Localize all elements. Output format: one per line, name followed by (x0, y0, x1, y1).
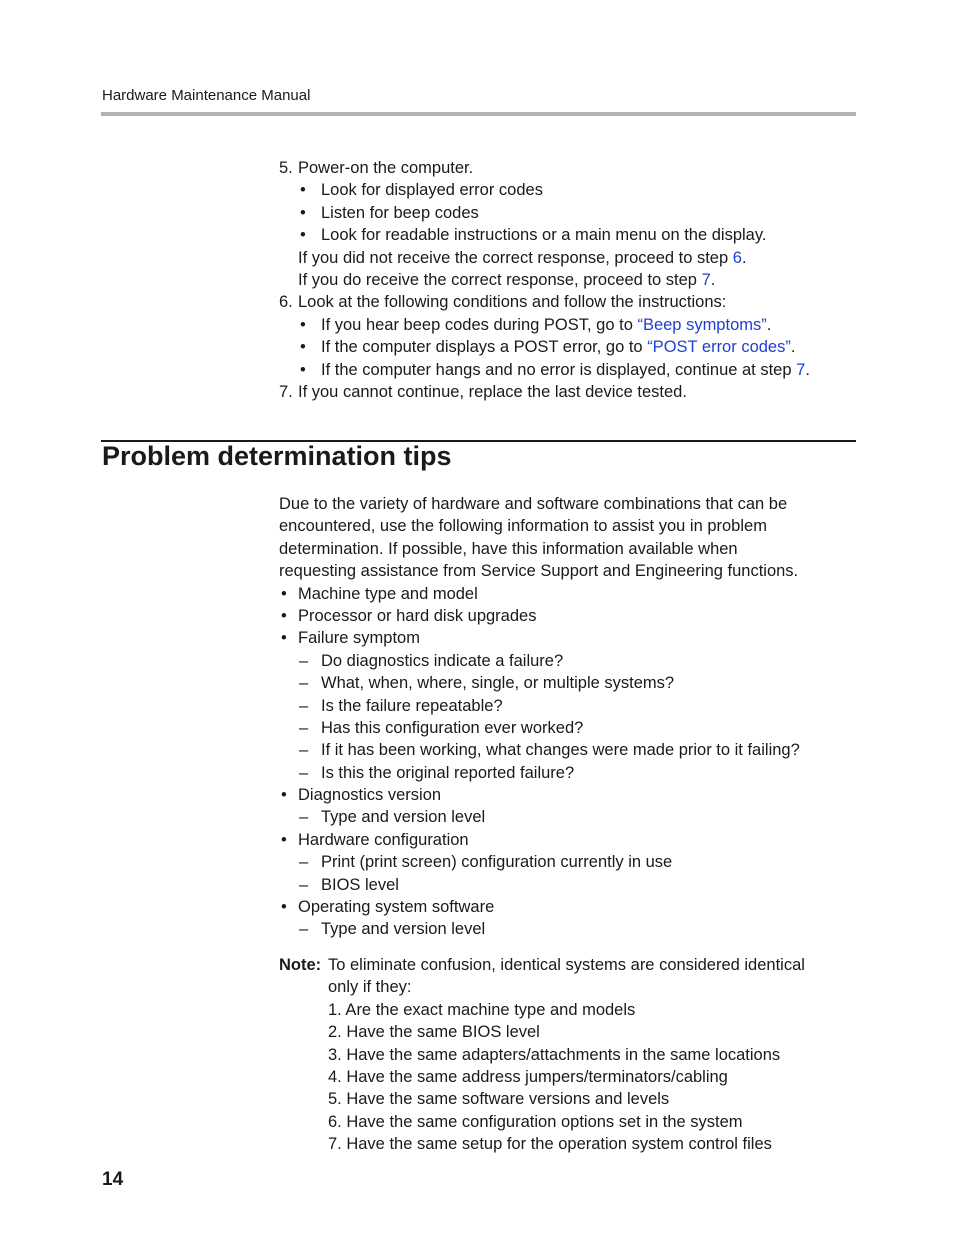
note-line: only if they: (328, 978, 412, 997)
sub-list-item: – Type and version level (279, 918, 854, 940)
bullet-icon: • (300, 338, 306, 357)
dash-icon: – (299, 763, 309, 782)
bullet-icon: • (281, 786, 287, 805)
list-item: • Operating system software (279, 896, 854, 918)
note-block (279, 954, 854, 1156)
dash-icon: – (299, 808, 309, 827)
bullet-icon: • (281, 898, 287, 917)
note-list-item: 3. Have the same adapters/attachments in the same locations (328, 1045, 781, 1064)
step-7-link[interactable]: 7 (796, 360, 806, 379)
step-7-link[interactable]: 7 (701, 270, 711, 289)
note-line: Note: To eliminate confusion, identical systems are considered identical (279, 954, 854, 976)
sub-list-item: – Is the failure repeatable? (279, 695, 854, 717)
dash-icon: – (299, 651, 309, 670)
dash-icon: – (299, 853, 309, 872)
sub-list-item: – If it has been working, what changes were made prior to it failing? (279, 739, 854, 761)
dash-icon: – (299, 741, 309, 760)
note-list-item: 1. Are the exact machine type and models (328, 1000, 636, 1019)
running-header: Hardware Maintenance Manual (102, 87, 311, 104)
sub-list-item: – Is this the original reported failure? (279, 762, 854, 784)
note-label: Note: (279, 956, 322, 974)
bullet-icon: • (281, 629, 287, 648)
procedure-steps (279, 157, 854, 403)
dash-icon: – (299, 696, 309, 715)
list-item: • Machine type and model (279, 583, 854, 605)
bullet-icon: • (300, 360, 306, 379)
note-list-item: 5. Have the same software versions and levels (328, 1090, 670, 1109)
header-rule (101, 112, 856, 116)
post-error-codes-link[interactable]: “POST error codes” (647, 338, 791, 357)
sub-list-item: – Do diagnostics indicate a failure? (279, 650, 854, 672)
note-list-item: 2. Have the same BIOS level (328, 1023, 540, 1042)
sub-list-item: – Has this configuration ever worked? (279, 717, 854, 739)
note-list-item: 4. Have the same address jumpers/terminators/cabling (328, 1067, 728, 1086)
step-6: 6. Look at the following conditions and follow the instructions: (279, 293, 727, 312)
sub-list-item: – Type and version level (279, 806, 854, 828)
bullet-icon: • (281, 584, 287, 603)
bullet-icon: • (281, 830, 287, 849)
section-title: Problem determination tips (102, 441, 452, 471)
bullet-icon: • (300, 226, 306, 245)
bullet-icon: • (300, 203, 306, 222)
step-5: 5. Power-on the computer. (279, 159, 474, 177)
step-5-no-response: If you did not receive the correct response, proceed to step 6. (298, 248, 747, 267)
list-item: • If the computer hangs and no error is displayed, continue at step 7. (279, 359, 854, 381)
bullet-icon: • (281, 606, 287, 625)
sub-list-item: – What, when, where, single, or multiple systems? (279, 672, 854, 694)
dash-icon: – (299, 674, 309, 693)
note-list-item: 6. Have the same configuration options set in the system (328, 1112, 743, 1131)
dash-icon: – (299, 718, 309, 737)
step-6-link[interactable]: 6 (732, 248, 742, 267)
sub-list-item: – BIOS level (279, 874, 854, 896)
dash-icon: – (299, 920, 309, 939)
intro-line: encountered, use the following information to assist you in problem (279, 517, 767, 536)
intro-line: requesting assistance from Service Support and Engineering functions. (279, 562, 799, 581)
list-item: • Failure symptom (279, 627, 854, 649)
list-item: • Listen for beep codes (279, 202, 854, 224)
page-number: 14 (102, 1169, 124, 1190)
list-item: • Diagnostics version (279, 784, 854, 806)
list-item: • Look for displayed error codes (279, 179, 854, 201)
list-item: • Processor or hard disk upgrades (279, 605, 854, 627)
bullet-icon: • (300, 315, 306, 334)
list-item: • If you hear beep codes during POST, go to “Beep symptoms”. (279, 314, 854, 336)
list-item: • Look for readable instructions or a main menu on the display. (279, 224, 854, 246)
intro-line: determination. If possible, have this information available when (279, 539, 738, 558)
dash-icon: – (299, 875, 309, 894)
list-item: • Hardware configuration (279, 829, 854, 851)
beep-symptoms-link[interactable]: “Beep symptoms” (637, 315, 767, 334)
note-list-item: 7. Have the same setup for the operation system control files (328, 1135, 772, 1154)
intro-line: Due to the variety of hardware and software combinations that can be (279, 495, 788, 513)
list-item: • If the computer displays a POST error, go to “POST error codes”. (279, 336, 854, 358)
bullet-icon: • (300, 181, 306, 200)
sub-list-item: – Print (print screen) configuration currently in use (279, 851, 854, 873)
step-7: 7. If you cannot continue, replace the last device tested. (279, 382, 687, 401)
step-5-response: If you do receive the correct response, proceed to step 7. (298, 270, 716, 289)
section-body (279, 493, 854, 941)
